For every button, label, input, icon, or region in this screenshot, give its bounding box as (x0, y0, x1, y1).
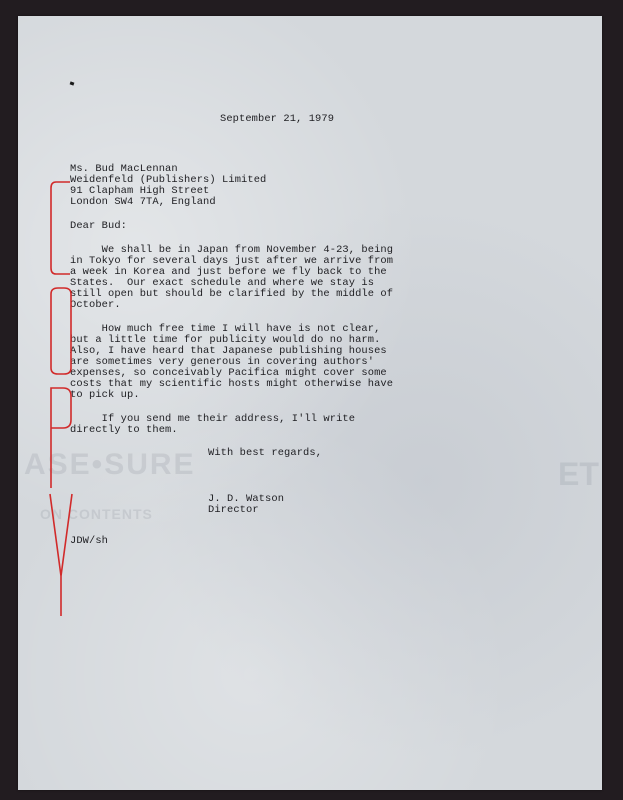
recipient-line: Ms. Bud MacLennan (70, 163, 178, 175)
body-line: October. (70, 299, 121, 311)
bleed-through-mark: ASE•SURE (24, 448, 196, 481)
signer-title: Director (208, 504, 259, 516)
copy-stamp-letter (51, 182, 70, 274)
body-line: a week in Korea and just before we fly back to the (70, 266, 387, 278)
bleed-through-mark: ET (558, 456, 599, 492)
bleed-through-mark: ON CONTENTS (40, 506, 153, 522)
body-line: but a little time for publicity would do no harm. (70, 334, 381, 346)
body-line: We shall be in Japan from November 4-23, being (70, 244, 394, 256)
body-line: If you send me their address, I'll write (70, 413, 356, 425)
body-line: Also, I have heard that Japanese publishing houses (70, 345, 387, 357)
body-line: are sometimes very generous in covering authors' (70, 356, 375, 368)
signer-name: J. D. Watson (208, 493, 285, 505)
recipient-line: Weidenfeld (Publishers) Limited (70, 174, 267, 186)
body-line: in Tokyo for several days just after we arrive from (70, 255, 394, 267)
body-line: still open but should be clarified by the middle of (70, 288, 394, 300)
body-line: costs that my scientific hosts might otherwise have (70, 378, 394, 390)
body-line: directly to them. (70, 424, 178, 436)
recipient-line: 91 Clapham High Street (70, 185, 210, 197)
copy-stamp (46, 176, 76, 626)
letter-date: September 21, 1979 (220, 113, 335, 125)
copy-stamp-letter (51, 288, 71, 374)
copy-stamp-letter (50, 494, 72, 616)
ink-speck (70, 81, 75, 85)
copy-stamp-letter (51, 388, 71, 488)
body-line: How much free time I will have is not clear, (70, 323, 381, 335)
recipient-line: London SW4 7TA, England (70, 196, 216, 208)
body-line: expenses, so conceivably Pacifica might cover some (70, 367, 387, 379)
body-line: to pick up. (70, 389, 140, 401)
salutation: Dear Bud: (70, 220, 128, 232)
letter-page (18, 16, 602, 790)
typist-initials: JDW/sh (70, 535, 109, 547)
closing: With best regards, (208, 447, 323, 459)
body-line: States. Our exact schedule and where we stay is (70, 277, 375, 289)
